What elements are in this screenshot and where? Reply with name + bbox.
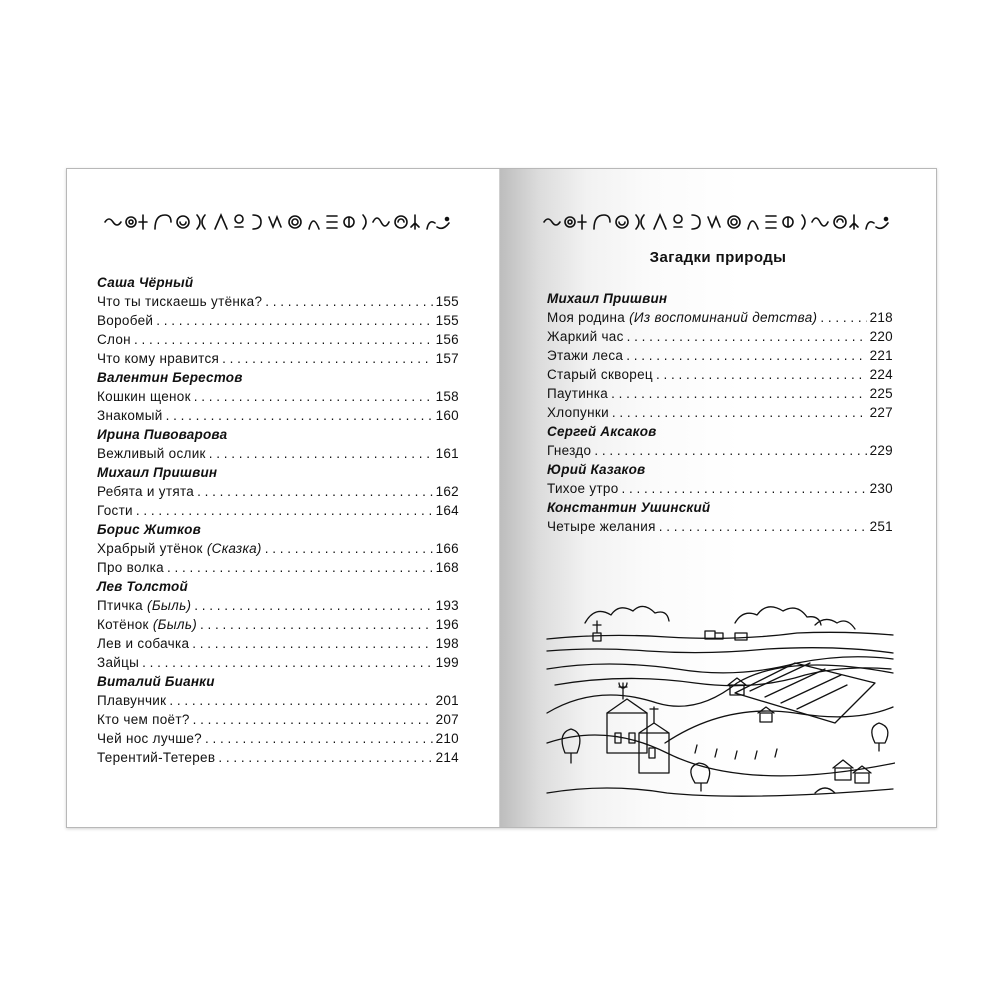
- entry-title: [97, 558, 164, 577]
- entry-title: [97, 444, 206, 463]
- entry-title-text: Про волка: [97, 560, 164, 575]
- page-number: 230: [869, 481, 893, 496]
- dot-leader: [194, 387, 433, 406]
- page-number: 220: [869, 329, 893, 344]
- entry-note: (Быль): [147, 598, 192, 613]
- author-heading: Лев Толстой: [97, 579, 188, 594]
- toc-entry: [547, 327, 893, 346]
- left-page: [67, 169, 500, 827]
- entry-title: [97, 748, 215, 767]
- toc-entry: [547, 479, 893, 498]
- dot-leader: [134, 330, 433, 349]
- entry-title-text: Слон: [97, 332, 131, 347]
- entry-title-text: Гнездо: [547, 443, 592, 458]
- page-number: 157: [435, 351, 459, 366]
- page-number: 210: [435, 731, 459, 746]
- entry-title-text: Гости: [97, 503, 133, 518]
- entry-title-text: Что ты тискаешь утёнка?: [97, 294, 263, 309]
- entry-title: [97, 387, 191, 406]
- dot-leader: [200, 615, 433, 634]
- left-table-of-contents: [97, 273, 459, 767]
- toc-entry: [97, 292, 459, 311]
- dot-leader: [612, 403, 867, 422]
- dot-leader: [265, 292, 432, 311]
- dot-leader: [142, 653, 432, 672]
- entry-title-text: Терентий-Тетерев: [97, 750, 216, 765]
- entry-title-text: Вежливый ослик: [97, 446, 206, 461]
- right-page: [500, 169, 936, 827]
- dot-leader: [222, 349, 432, 368]
- entry-title: [547, 479, 619, 498]
- dot-leader: [194, 596, 432, 615]
- toc-entry: [97, 349, 459, 368]
- entry-title-text: Ребята и утята: [97, 484, 195, 499]
- page-number: 227: [869, 405, 893, 420]
- entry-title-text: Паутинка: [547, 386, 609, 401]
- page-number: 155: [435, 294, 459, 309]
- entry-title-text: Моя родина: [547, 310, 626, 325]
- page-number: 164: [435, 503, 459, 518]
- entry-title: [547, 403, 609, 422]
- entry-title-text: Кто чем поёт?: [97, 712, 190, 727]
- entry-title-text: Воробей: [97, 313, 154, 328]
- dot-leader: [169, 691, 432, 710]
- entry-title-text: Четыре желания: [547, 519, 656, 534]
- author-heading: Юрий Казаков: [547, 462, 646, 477]
- entry-title: [97, 634, 189, 653]
- page-number: 199: [435, 655, 459, 670]
- toc-entry: [97, 729, 459, 748]
- entry-title-text: Жаркий час: [547, 329, 624, 344]
- page-number: 162: [435, 484, 459, 499]
- dot-leader: [622, 479, 867, 498]
- dot-leader: [192, 634, 432, 653]
- entry-title: [547, 308, 817, 327]
- dot-leader: [136, 501, 433, 520]
- page-number: 221: [869, 348, 893, 363]
- book-spread: [66, 168, 937, 828]
- page-number: 218: [869, 310, 893, 325]
- entry-title: [547, 517, 656, 536]
- entry-title: [547, 346, 623, 365]
- page-number: 193: [435, 598, 459, 613]
- toc-entry: [547, 384, 893, 403]
- entry-note: (Сказка): [206, 541, 262, 556]
- entry-title-text: Лев и собачка: [97, 636, 190, 651]
- toc-entry: [97, 311, 459, 330]
- village-landscape-illustration-icon: [545, 593, 895, 803]
- page-number: 214: [435, 750, 459, 765]
- page-number: 251: [869, 519, 893, 534]
- entry-title-text: Знакомый: [97, 408, 163, 423]
- entry-title-text: Что кому нравится: [97, 351, 220, 366]
- toc-entry: [97, 387, 459, 406]
- toc-entry: [97, 653, 459, 672]
- ornament-border-icon: [540, 209, 892, 235]
- entry-note: (Быль): [152, 617, 198, 632]
- section-title: Загадки природы: [649, 249, 787, 266]
- page-number: 224: [869, 367, 893, 382]
- entry-title-text: Чей нос лучше?: [97, 731, 202, 746]
- page-number: 207: [435, 712, 459, 727]
- toc-entry: [547, 441, 893, 460]
- dot-leader: [209, 444, 433, 463]
- entry-title-text: Тихое утро: [547, 481, 619, 496]
- entry-title: [97, 539, 262, 558]
- entry-title-text: Зайцы: [97, 655, 140, 670]
- entry-title: [97, 482, 194, 501]
- dot-leader: [820, 308, 866, 327]
- page-number: 161: [435, 446, 459, 461]
- entry-title: [97, 330, 131, 349]
- toc-entry: [97, 558, 459, 577]
- toc-entry: [97, 482, 459, 501]
- dot-leader: [193, 710, 433, 729]
- entry-title: [97, 349, 219, 368]
- toc-entry: [547, 403, 893, 422]
- entry-title: [97, 501, 133, 520]
- author-heading: Саша Чёрный: [97, 275, 194, 290]
- author-heading: Виталий Бианки: [97, 674, 215, 689]
- dot-leader: [218, 748, 432, 767]
- dot-leader: [265, 539, 433, 558]
- page-number: 155: [435, 313, 459, 328]
- page-number: 229: [869, 443, 893, 458]
- entry-title-text: Кошкин щенок: [97, 389, 191, 404]
- entry-title: [97, 653, 139, 672]
- entry-title: [547, 441, 591, 460]
- page-number: 160: [435, 408, 459, 423]
- entry-title-text: Этажи леса: [547, 348, 624, 363]
- toc-entry: [97, 330, 459, 349]
- entry-title: [97, 406, 163, 425]
- right-table-of-contents: [547, 289, 893, 536]
- entry-title-text: Храбрый утёнок: [97, 541, 203, 556]
- entry-title: [97, 615, 197, 634]
- author-heading: Борис Житков: [97, 522, 201, 537]
- toc-entry: [97, 406, 459, 425]
- entry-title: [97, 311, 153, 330]
- entry-title-text: Хлопунки: [547, 405, 609, 420]
- page-number: 166: [435, 541, 459, 556]
- page-number: 201: [435, 693, 459, 708]
- entry-title-text: Старый скворец: [547, 367, 653, 382]
- dot-leader: [167, 558, 433, 577]
- dot-leader: [627, 327, 867, 346]
- author-heading: Константин Ушинский: [547, 500, 711, 515]
- page-number: 196: [435, 617, 459, 632]
- dot-leader: [656, 365, 867, 384]
- toc-entry: [97, 444, 459, 463]
- toc-entry: [97, 539, 459, 558]
- author-heading: Михаил Пришвин: [97, 465, 218, 480]
- entry-note: (Из воспоминаний детства): [629, 310, 818, 325]
- page-number: 168: [435, 560, 459, 575]
- toc-entry: [547, 517, 893, 536]
- ornament-border-icon: [101, 209, 453, 235]
- dot-leader: [156, 311, 432, 330]
- toc-entry: [97, 634, 459, 653]
- toc-entry: [97, 596, 459, 615]
- dot-leader: [166, 406, 433, 425]
- dot-leader: [594, 441, 866, 460]
- toc-entry: [97, 748, 459, 767]
- author-heading: Ирина Пивоварова: [97, 427, 228, 442]
- dot-leader: [205, 729, 433, 748]
- entry-title: [97, 729, 202, 748]
- toc-entry: [547, 308, 893, 327]
- entry-title: [97, 596, 191, 615]
- page-number: 156: [435, 332, 459, 347]
- author-heading: Сергей Аксаков: [547, 424, 657, 439]
- toc-entry: [547, 365, 893, 384]
- author-heading: Михаил Пришвин: [547, 291, 668, 306]
- page-number: 198: [435, 636, 459, 651]
- author-heading: Валентин Берестов: [97, 370, 243, 385]
- dot-leader: [626, 346, 866, 365]
- toc-entry: [97, 615, 459, 634]
- dot-leader: [611, 384, 866, 403]
- toc-entry: [97, 691, 459, 710]
- dot-leader: [197, 482, 432, 501]
- entry-title-text: Плавунчик: [97, 693, 167, 708]
- page-number: 225: [869, 386, 893, 401]
- dot-leader: [659, 517, 867, 536]
- entry-title: [97, 691, 166, 710]
- entry-title: [97, 292, 262, 311]
- page-number: 158: [435, 389, 459, 404]
- entry-title: [97, 710, 190, 729]
- toc-entry: [97, 710, 459, 729]
- entry-title-text: Птичка: [97, 598, 143, 613]
- entry-title-text: Котёнок: [97, 617, 149, 632]
- toc-entry: [97, 501, 459, 520]
- entry-title: [547, 365, 653, 384]
- entry-title: [547, 327, 624, 346]
- entry-title: [547, 384, 608, 403]
- toc-entry: [547, 346, 893, 365]
